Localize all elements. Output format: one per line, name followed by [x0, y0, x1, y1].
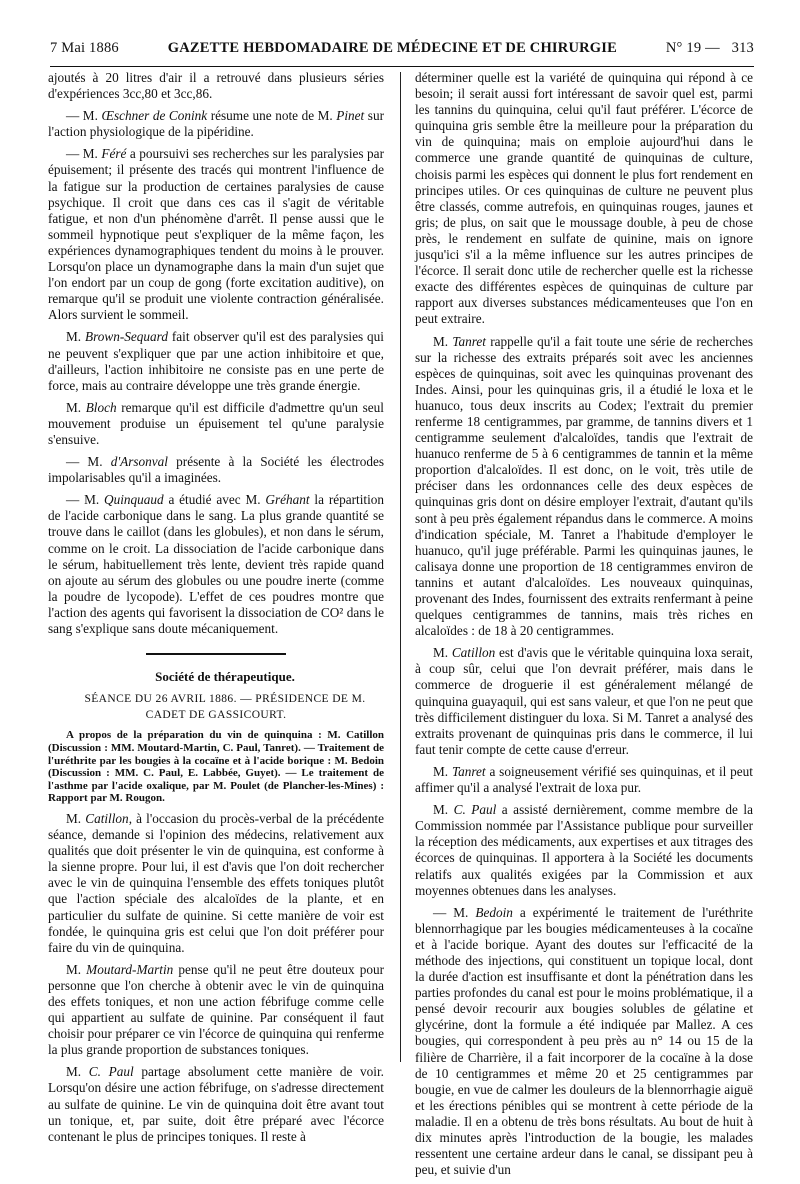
journal-title: GAZETTE HEBDOMADAIRE DE MÉDECINE ET DE CHIRURGIE	[167, 40, 617, 56]
paragraph: M. Catillon est d'avis que le véritable quinquina loxa serait, à coup sûr, celui que l'on devrait préférer, mais dans le commerce de droguerie il est généralement mélangé de quinquina guayaquil, qui est sans valeur, et que l'on ne peut que très difficilement distinguer du loxa. Si M. Tanret a analysé des extraits provenant de quinquinas pris dans le commerce, il lui faut tenir compte de cette cause d'erreur.	[415, 645, 753, 757]
section-title: Société de thérapeutique.	[155, 669, 295, 685]
header-issue-page	[666, 40, 754, 57]
paragraph: M. Catillon, à l'occasion du procès-verbal de la précédente séance, demande si l'opinion des médecins, relativement aux qualités que doit présenter le vin de quinquina, est conforme à la sienne propre. Pour lui, il est d'avis que l'on doit rechercher avec le vin de quinquina l'ensemble des effets toniques plutôt que l'action spéciale des alcaloïdes de la plante, et en particulier du sulfate de quinine. Si cette manière de voir est fondée, le quinquina gris est celui que l'on doit préférer pour faire du vin de quinquina.	[48, 810, 384, 955]
paragraph: — M. Bedoin a expérimenté le traitement de l'uréthrite blennorrhagique par les bougies médicamenteuses à la cocaïne et à l'acide borique. Ayant des doutes sur l'efficacité de la méthode des injections, qui constituent un topique local, dont la durée d'action est insuffisante et dont la pénétration dans les parties profondes du canal est pour le moins problématique, il a pensé devoir recourir aux bougies solubles de gélatine et glycérine, dont la formule a été indiquée par Mallez. A ces bougies, qui correspondent à peu près au n° 14 ou 15 de la filière de Charrière, il a fait incorporer de la cocaïne à la dose de 10 centigrammes et même 20 et 25 centigrammes par bougie, en vue de calmer les douleurs de la blennorrhagie aiguë et les érections pénibles qui se montrent à cette période de la maladie. Il en a obtenu de très bons résultats. Au bout de huit à dix minutes après l'introduction de la bougie, les malades ressentent une certaine ardeur dans le canal, se dissipant peu à peu, et suivie d'un	[415, 904, 753, 1178]
issue-number: N° 19 —	[665, 40, 720, 56]
paragraph: — M. Œschner de Conink résume une note de M. Pinet sur l'action physiologique de la pipéridine.	[48, 108, 384, 140]
paragraph: M. C. Paul partage absolument cette manière de voir. Lorsqu'on désire une action fébrifuge, on s'adresse directement au sulfate de quinine. Le vin de quinquina doit être avant tout un tonique, et, par suite, doit être préparé avec l'écorce contenant le plus de principes toniques. Il reste à	[48, 1064, 384, 1144]
section-divider	[146, 653, 286, 655]
paragraph: ajoutés à 20 litres d'air il a retrouvé dans plusieurs séries d'expériences 3cc,80 et 3cc,86.	[48, 70, 384, 102]
paragraph: M. Brown-Sequard fait observer qu'il est des paralysies qui ne peuvent s'expliquer que par une action inhibitoire et que, d'ailleurs, l'action inhibitoire ne consiste pas en une perte de force, mais au contraire développe une très grande énergie.	[48, 329, 384, 393]
header-date: 7 Mai 1886	[50, 40, 119, 56]
header-rule	[50, 66, 754, 67]
paragraph: M. Bloch remarque qu'il est difficile d'admettre qu'un seul mouvement produise un épuisement tel qu'une paralysie s'ensuive.	[48, 399, 384, 447]
paragraph: M. C. Paul a assisté dernièrement, comme membre de la Commission nommée par l'Assistance publique pour surveiller la réception des médicaments, aux expertises et aux titrages des écorces de quinquinas. Il apportera à la Société les documents relatifs aux qualités exigées par la Commission et aux moyennes obtenues dans les analyses.	[415, 802, 753, 898]
paragraph: — M. Féré a poursuivi ses recherches sur les paralysies par épuisement; il présente des tracés qui montrent l'influence de la fatigue sur la production de certaines paralysies de cause psychique. Il croit que dans ces cas il s'agit de véritable fatigue, et non d'un phénomène d'arrêt. Il pense aussi que le sommeil hypnotique peut s'expliquer de la même façon, les expériences dynamographiques tendent du moins à le prouver. Lorsqu'on place un dynamographe dans la main d'un sujet que l'on endort par un coup de gong (forte excitation auditive), on remarque qu'il se produit une violente contraction généralisée. Alors survient le sommeil.	[48, 146, 384, 323]
paragraph: — M. d'Arsonval présente à la Société les électrodes impolarisables qu'il a imaginées.	[48, 454, 384, 486]
session-heading: SÉANCE DU 26 AVRIL 1886. — PRÉSIDENCE DE M. CADET DE GASSICOURT.	[84, 693, 366, 722]
paragraph: M. Tanret a soigneusement vérifié ses quinquinas, et il peut affimer qu'il a analysé l'extrait de loxa pur.	[415, 763, 753, 796]
page-header	[50, 40, 754, 64]
paragraph: — M. Quinquaud a étudié avec M. Gréhant la répartition de l'acide carbonique dans le sang. La plus grande quantité se trouve dans le caillot (dans les globules), et non dans le sérum, comme on le croit. La dissociation de l'acide carbonique dans le sérum, habituellement très lente, devient très rapide quand on ajoute au sérum des globules ou une poudre inerte (comme la poudre de lycopode). L'effet de ces poudres montre que l'action des agents qui favorisent la dissociation de CO² dans le sang s'explique sans doute mécaniquement.	[48, 492, 385, 636]
left-column	[48, 70, 384, 1151]
column-separator	[400, 72, 401, 1062]
paragraph: M. Moutard-Martin pense qu'il ne peut être douteux pour personne que l'on cherche à obtenir avec le vin de quinquina des effets toniques, et non une action fébrifuge comme celle qui appartient au sulfate de quinine. Par conséquent il faut choisir pour préparer ce vin l'écorce de quinquina qui renferme la plus grande proportion de substances toniques.	[48, 961, 384, 1058]
right-column	[415, 70, 753, 1184]
page-number: 313	[731, 40, 754, 56]
paragraph: déterminer quelle est la variété de quinquina qui répond à ce besoin; il serait aussi fort intéressant de savoir quel est, parmi les tannins du quinquina, celui qu'il faut préférer. L'écorce de quinquina gris semble être la meilleure pour la préparation du vin de quinquina; mais on emploie aujourd'hui dans le commerce une grande quantité de quinquinas de culture, choisis parmi les espèces qui donnent le plus fort rendement en principes utiles. Or ces quinquinas de culture ne peuvent plus être classés, comme autrefois, en quinquinas rouges, jaunes et gris; de plus, on sait que le moussage double, à peu de chose près, le rendement en sulfate de quinine, mais on ignore jusqu'ici s'il a la même influence sur les autres principes de l'écorce. Il serait donc utile de rechercher quelle est la richesse exacte des différentes espèces de quinquinas de culture par rapport aux diverses substances médicamenteuses que l'on en peut extraire.	[415, 70, 753, 327]
session-summary: A propos de la préparation du vin de quinquina : M. Catillon (Discussion : MM. Moutard-Martin, C. Paul, Tanret). — Traitement de l'uréthrite par les bougies à la cocaïne et à l'acide borique : M. Bedoin (Discussion : MM. C. Paul, E. Labbée, Guyet). — Le traitement de l'asthme par l'acide oxalique, par M. Poulet (de Plancher-les-Mines) : Rapport par M. Rougon.	[48, 729, 384, 805]
paragraph: M. Tanret rappelle qu'il a fait toute une série de recherches sur la richesse des extraits préparés soit avec les anciennes espèces de quinquinas, soit avec les quinquinas provenant des Indes. Ainsi, pour les quinquinas gris, il a étudié le loxa et le huanuco, tous deux inscrits au Codex; l'extrait du premier renferme 18 centigrammes, par gramme, de tannins divers et 1 centigramme seulement d'alcaloïdes, tandis que l'extrait de huanuco renferme de 5 à 6 centigrammes de tannin et la même proportion d'alcaloïdes. Il est donc, on le voit, très utile de préciser dans les ordonnances celle des deux espèces de quinquinas gris dont on désire employer l'extrait, d'autant qu'ils sont à peu près également répandus dans le commerce. A moins d'indication spéciale, M. Tanret a l'habitude d'employer le huanuco, qu'il juge préférable. Parmi les quinquinas jaunes, le calisaya donne une proportion de 18 centigrammes environ de tannins et autant d'alcaloïdes. Les nouveaux quinquinas, provenant des Indes, fournissent des extraits renfermant à peine quelques centigrammes de tannins, mais très riches en alcaloïdes : de 18 à 20 centigrammes.	[415, 333, 753, 639]
